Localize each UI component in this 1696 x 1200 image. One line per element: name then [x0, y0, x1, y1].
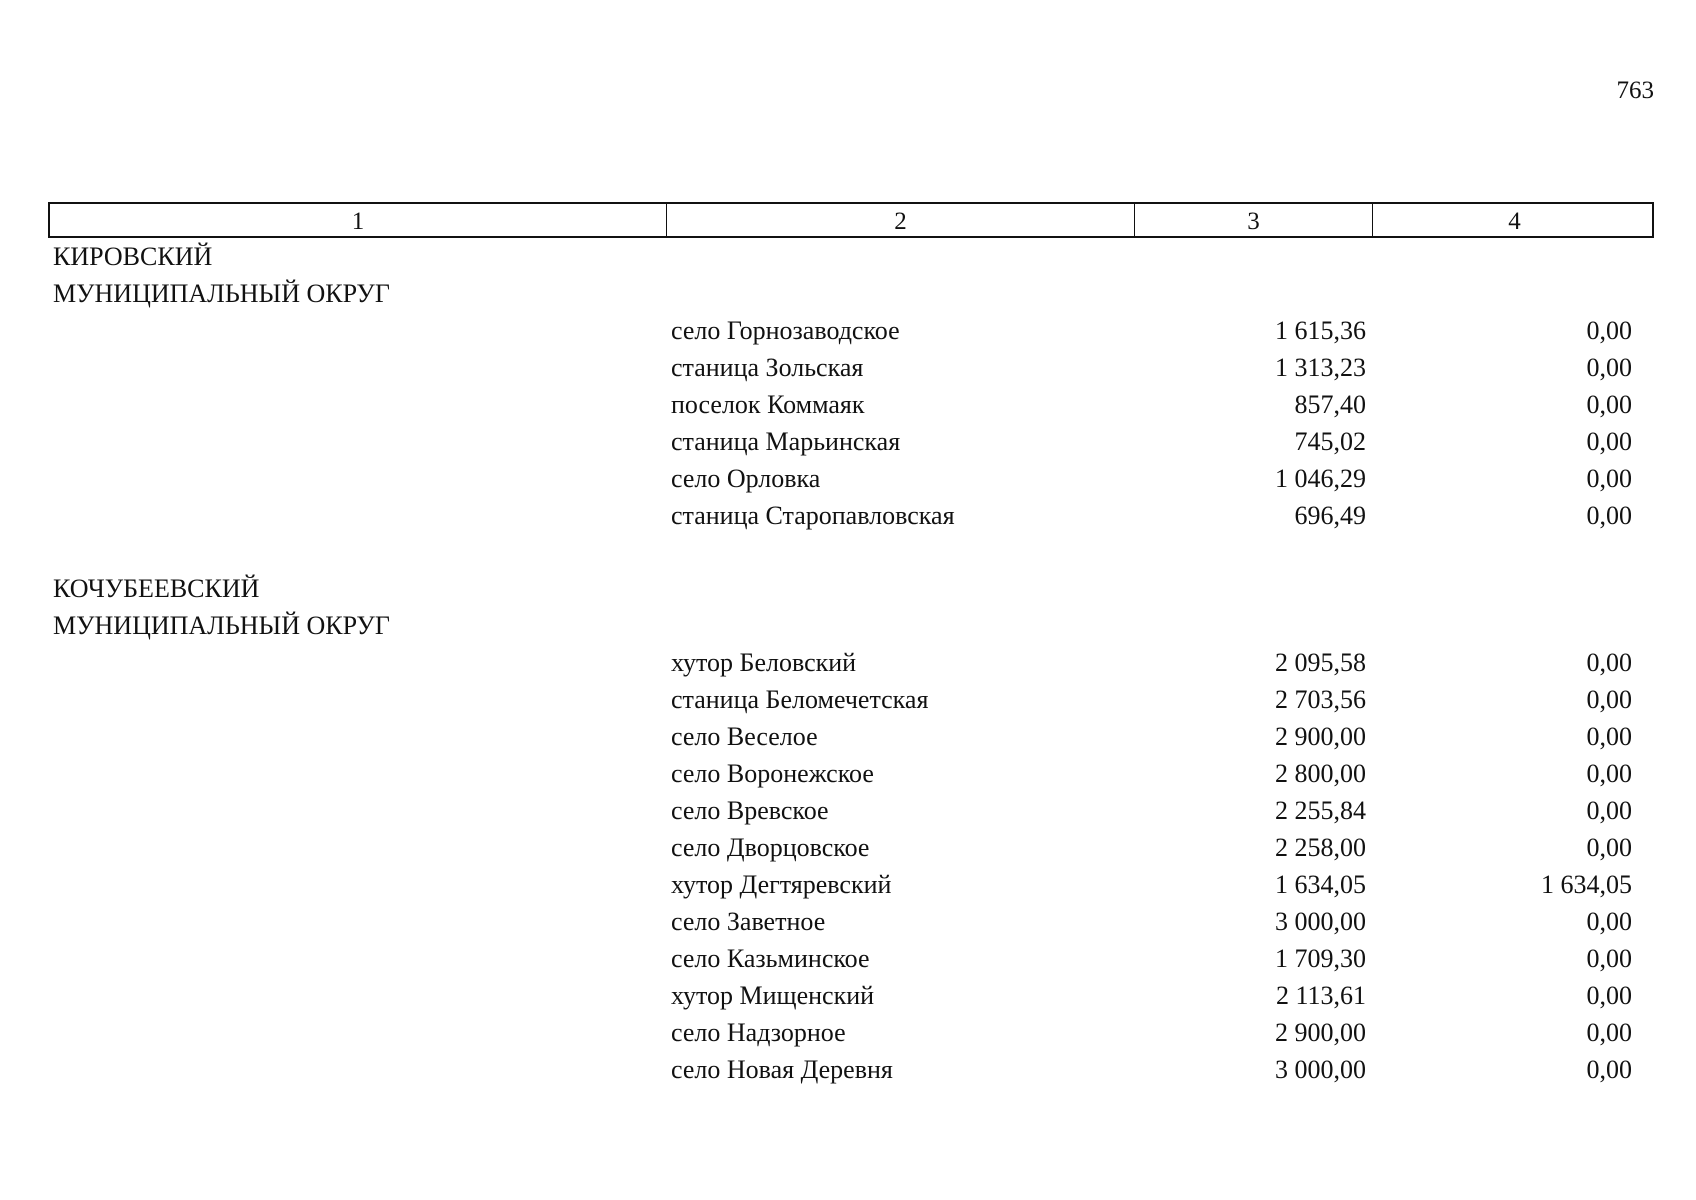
column-4-value: 1 634,05 [1541, 870, 1632, 899]
column-4-value: 0,00 [1586, 648, 1632, 677]
column-3-value: 1 046,29 [1275, 464, 1366, 493]
table-row [0, 755, 1696, 792]
column-4-value: 0,00 [1586, 464, 1632, 493]
table-row [0, 312, 1696, 349]
table-row [0, 1051, 1696, 1088]
settlement-name: село Горнозаводское [671, 316, 900, 345]
settlement-name: село Дворцовское [671, 833, 870, 862]
settlement-name: село Веселое [671, 722, 818, 751]
column-3-value: 857,40 [1294, 390, 1366, 419]
settlement-name: село Вревское [671, 796, 829, 825]
column-3-value: 1 615,36 [1275, 316, 1366, 345]
column-3-value: 2 255,84 [1275, 796, 1366, 825]
table-row [0, 903, 1696, 940]
section-spacer [0, 534, 1696, 570]
settlement-name: станица Зольская [671, 353, 864, 382]
settlement-name: станица Беломечетская [671, 685, 929, 714]
column-4-value: 0,00 [1586, 427, 1632, 456]
table-row [0, 349, 1696, 386]
column-3-value: 2 258,00 [1275, 833, 1366, 862]
column-3-value: 1 313,23 [1275, 353, 1366, 382]
table-row [0, 681, 1696, 718]
table-header [48, 202, 1654, 238]
table-row [0, 792, 1696, 829]
district-section [0, 570, 1696, 1088]
settlement-name: село Надзорное [671, 1018, 846, 1047]
table-row [0, 977, 1696, 1014]
district-name-line: КИРОВСКИЙ [53, 242, 213, 271]
column-4-value: 0,00 [1586, 1055, 1632, 1084]
settlement-name: село Новая Деревня [671, 1055, 893, 1084]
column-4-value: 0,00 [1586, 390, 1632, 419]
table-row [0, 829, 1696, 866]
column-3-value: 2 703,56 [1275, 685, 1366, 714]
settlement-name: хутор Дегтяревский [671, 870, 892, 899]
column-4-value: 0,00 [1586, 907, 1632, 936]
table-row [0, 1014, 1696, 1051]
settlement-name: село Орловка [671, 464, 821, 493]
settlement-name: хутор Мищенский [671, 981, 875, 1010]
settlement-name: хутор Беловский [671, 648, 857, 677]
table-row [0, 497, 1696, 534]
column-3-value: 1 709,30 [1275, 944, 1366, 973]
settlement-name: село Заветное [671, 907, 826, 936]
column-4-value: 0,00 [1586, 501, 1632, 530]
table-row [0, 644, 1696, 681]
table-row [0, 386, 1696, 423]
district-name [0, 570, 1696, 644]
column-4-value: 0,00 [1586, 316, 1632, 345]
district-name [0, 238, 1696, 312]
table-row [0, 718, 1696, 755]
column-3-value: 1 634,05 [1275, 870, 1366, 899]
table-row [0, 423, 1696, 460]
table-row [0, 460, 1696, 497]
column-3-value: 2 800,00 [1275, 759, 1366, 788]
column-3-value: 3 000,00 [1275, 1055, 1366, 1084]
column-header-2: 2 [666, 204, 1134, 236]
column-4-value: 0,00 [1586, 981, 1632, 1010]
district-name-line: МУНИЦИПАЛЬНЫЙ ОКРУГ [53, 611, 390, 640]
column-header-3: 3 [1134, 204, 1372, 236]
district-name-line: КОЧУБЕЕВСКИЙ [53, 574, 260, 603]
column-4-value: 0,00 [1586, 759, 1632, 788]
column-3-value: 2 900,00 [1275, 1018, 1366, 1047]
column-header-1: 1 [351, 207, 365, 235]
column-header-4: 4 [1372, 204, 1656, 236]
column-3-value: 2 113,61 [1275, 981, 1366, 1010]
district-name-line: МУНИЦИПАЛЬНЫЙ ОКРУГ [53, 279, 390, 308]
column-4-value: 0,00 [1586, 685, 1632, 714]
settlement-name: село Воронежское [671, 759, 874, 788]
column-3-value: 3 000,00 [1275, 907, 1366, 936]
table-row [0, 940, 1696, 977]
column-3-value: 2 095,58 [1275, 648, 1366, 677]
table-row [0, 866, 1696, 903]
column-4-value: 0,00 [1586, 833, 1632, 862]
column-3-value: 745,02 [1294, 427, 1366, 456]
column-4-value: 0,00 [1586, 722, 1632, 751]
column-4-value: 0,00 [1586, 796, 1632, 825]
settlement-name: поселок Коммаяк [671, 390, 865, 419]
settlement-name: село Казьминское [671, 944, 870, 973]
settlement-name: станица Старопавловская [671, 501, 955, 530]
column-3-value: 696,49 [1294, 501, 1366, 530]
column-4-value: 0,00 [1586, 944, 1632, 973]
column-3-value: 2 900,00 [1275, 722, 1366, 751]
district-section [0, 238, 1696, 534]
page-number: 763 [1616, 77, 1654, 104]
column-4-value: 0,00 [1586, 353, 1632, 382]
settlement-name: станица Марьинская [671, 427, 901, 456]
table-body [0, 238, 1696, 1088]
column-4-value: 0,00 [1586, 1018, 1632, 1047]
